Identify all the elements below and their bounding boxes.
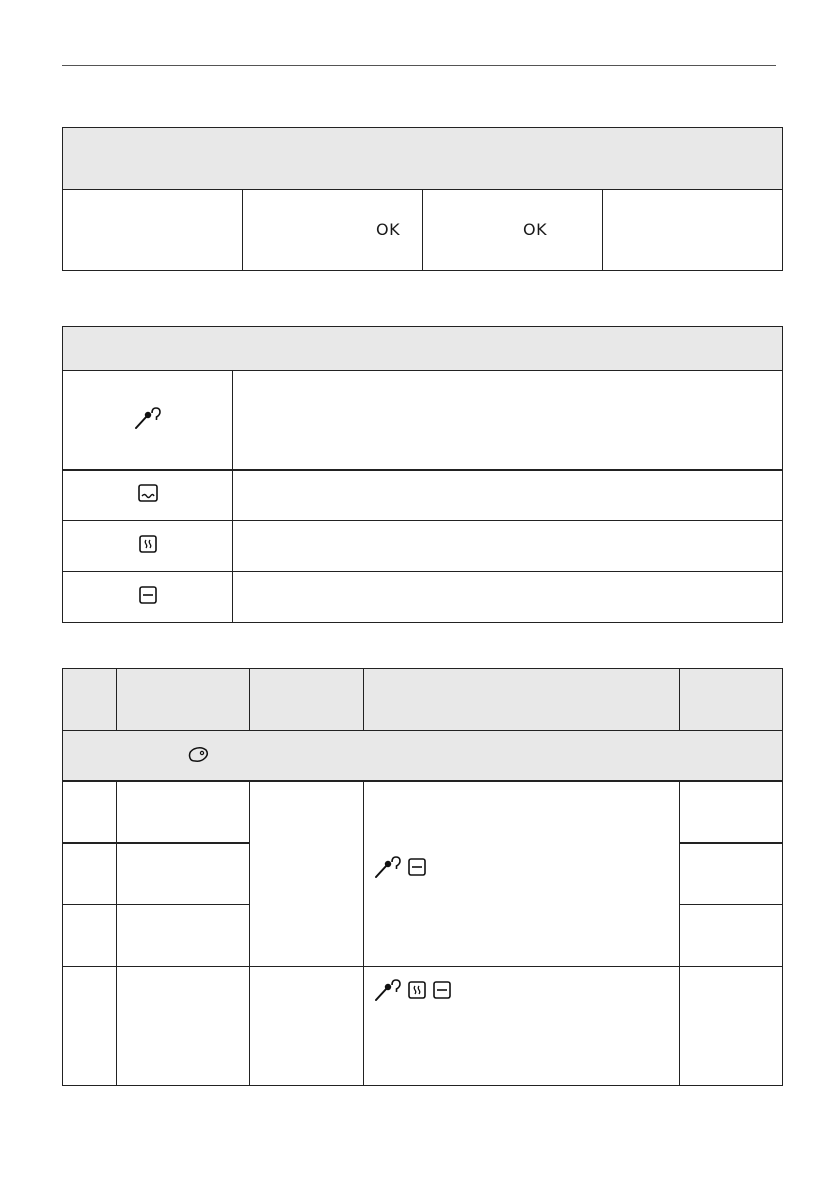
bottom-heat-icon: [407, 857, 427, 881]
table-cell: [680, 781, 783, 843]
symbols-table: [62, 326, 783, 623]
symbol-description: [233, 572, 783, 623]
steam-heat-icon: [407, 980, 427, 1004]
settings-cell-1: [63, 190, 243, 271]
symbol-description: [233, 371, 783, 470]
food-sensor-icon: [374, 979, 402, 1005]
settings-cell-4: [603, 190, 783, 271]
column-header: [680, 669, 783, 731]
bottom-heat-icon: [138, 585, 158, 609]
table-cell: [63, 843, 117, 905]
settings-cell-2: [243, 190, 423, 271]
settings-cell-3: [423, 190, 603, 271]
category-row: [63, 731, 783, 781]
heating-function-cell: [364, 781, 680, 967]
column-header: [250, 669, 364, 731]
symbols-table-header: [63, 327, 783, 371]
column-header: [63, 669, 117, 731]
ok-label: OK: [523, 220, 548, 239]
table-cell: [680, 967, 783, 1086]
table-cell: [250, 967, 364, 1086]
table-cell: [680, 843, 783, 905]
table-cell: [117, 967, 250, 1086]
food-sensor-icon: [134, 407, 162, 433]
steam-heat-icon: [138, 534, 158, 558]
header-rule: [62, 65, 776, 66]
meat-icon: [187, 746, 209, 768]
column-header: [364, 669, 680, 731]
symbol-cell: [63, 521, 233, 572]
heating-function-cell: [364, 967, 680, 1086]
table-cell: [117, 781, 250, 843]
water-tray-icon: [137, 483, 159, 507]
table-cell: [680, 905, 783, 967]
table-cell: [63, 905, 117, 967]
symbol-cell: [63, 371, 233, 470]
settings-table: [62, 127, 783, 271]
symbol-cell: [63, 470, 233, 521]
table-cell: [117, 905, 250, 967]
symbol-description: [233, 470, 783, 521]
ok-label: OK: [376, 220, 401, 239]
symbol-cell: [63, 572, 233, 623]
settings-table-header: [63, 128, 783, 190]
table-cell: [250, 781, 364, 967]
table-cell: [117, 843, 250, 905]
cooking-table: [62, 668, 783, 1086]
symbol-description: [233, 521, 783, 572]
table-cell: [63, 781, 117, 843]
table-cell: [63, 967, 117, 1086]
column-header: [117, 669, 250, 731]
bottom-heat-icon: [432, 980, 452, 1004]
food-sensor-icon: [374, 856, 402, 882]
